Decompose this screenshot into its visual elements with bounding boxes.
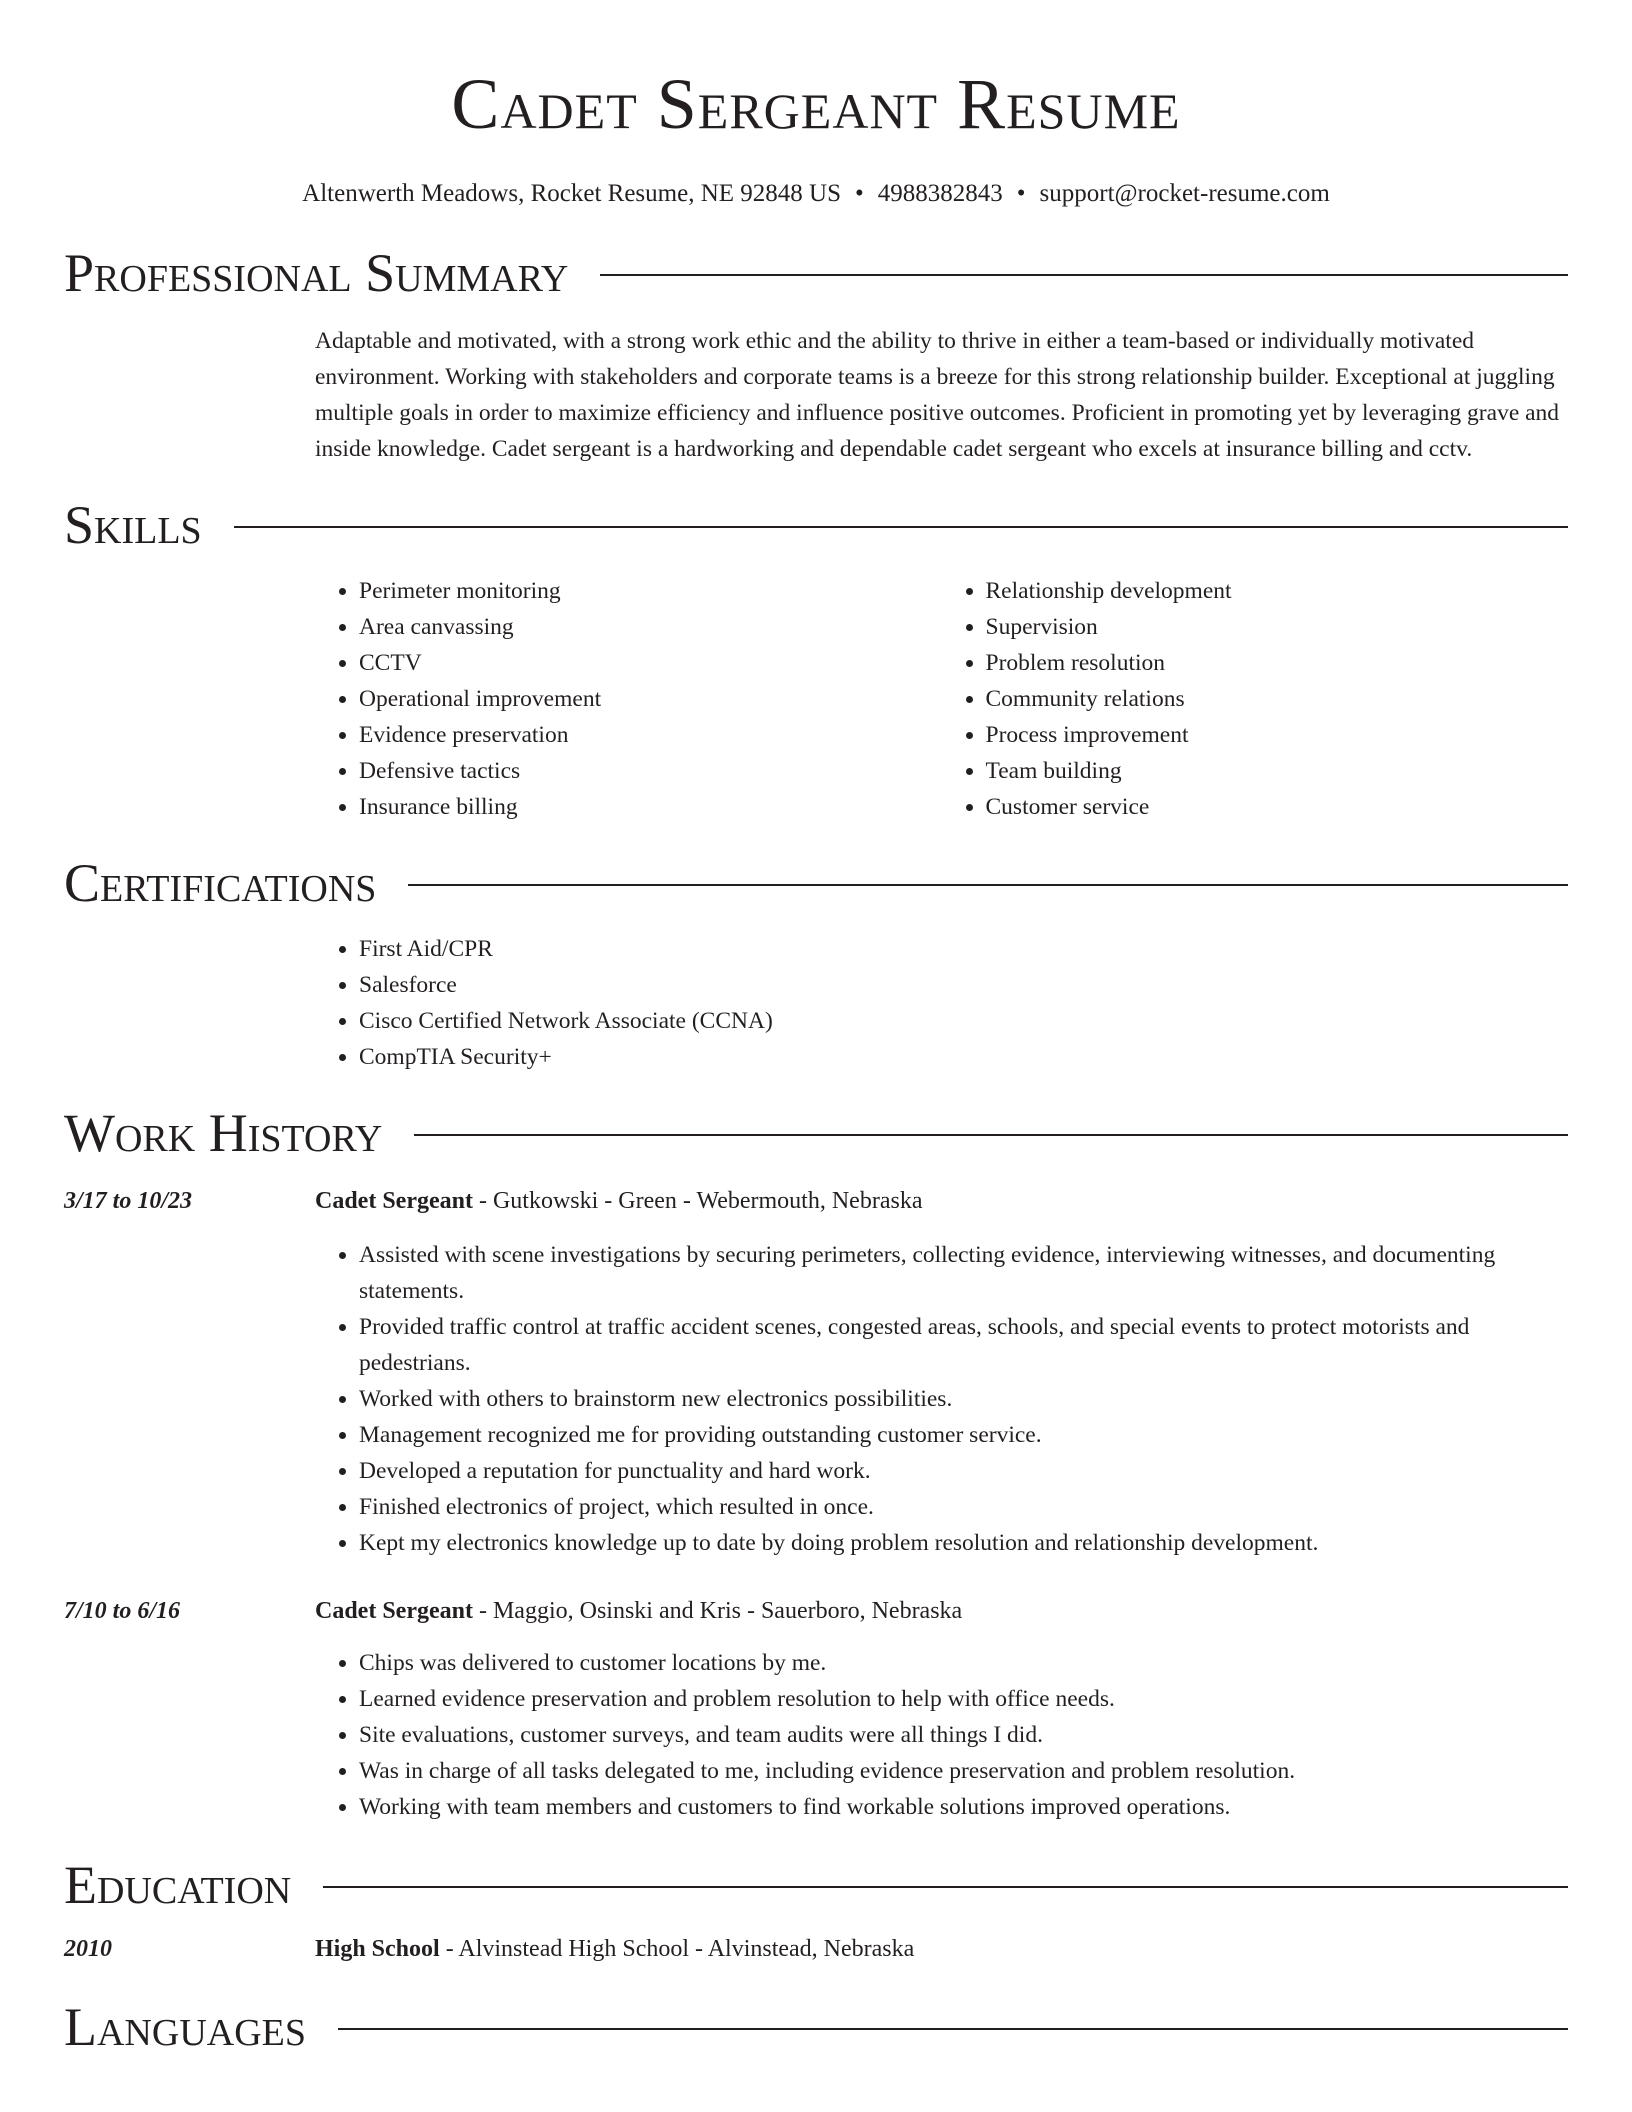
section-title-work: Work History xyxy=(64,1103,383,1163)
contact-line xyxy=(64,177,1568,211)
job-bullet: • Learned evidence preservation and problem resolution to help with office needs. xyxy=(359,1681,1568,1717)
job-company: - Maggio, Osinski and Kris - Sauerboro, Nebraska xyxy=(472,1598,963,1624)
job-bullet: • Site evaluations, customer surveys, and team audits were all things I did. xyxy=(359,1717,1568,1753)
section-work-header xyxy=(64,1101,1568,1165)
job-position: Cadet Sergeant xyxy=(315,1188,473,1214)
section-title-skills: Skills xyxy=(64,495,202,555)
skill-item: • Community relations xyxy=(986,681,1569,717)
skill-item: • Problem resolution xyxy=(986,645,1569,681)
section-divider xyxy=(338,2028,1568,2030)
certification-item: • CompTIA Security+ xyxy=(359,1039,1568,1075)
resume-name: Cadet Sergeant Resume xyxy=(451,64,1181,144)
skill-item: • Relationship development xyxy=(986,573,1569,609)
summary-text: Adaptable and motivated, with a strong work ethic and the ability to thrive in either a team-based or individually motivated environment. Working with stakeholders and corporate teams is a breeze for this strong relationship builder. Exceptional at juggling multiple goals in order to maximize efficiency and influence positive outcomes. Proficient in promoting yet by leveraging grave and inside knowledge. Cadet sergeant is a hardworking and dependable cadet sergeant who excels at insurance billing and cctv. xyxy=(315,328,1560,462)
certifications-list xyxy=(315,915,1568,1075)
job-bullets xyxy=(315,1629,1568,1825)
skill-item: • Evidence preservation xyxy=(359,717,942,753)
job-bullet: • Assisted with scene investigations by securing perimeters, collecting evidence, interviewing witnesses, and documenting statements. xyxy=(359,1237,1568,1309)
job-body xyxy=(315,1593,1568,1825)
skills-column-left xyxy=(315,573,942,825)
skill-item: • Customer service xyxy=(986,789,1569,825)
job-dates: 7/10 to 6/16 xyxy=(64,1598,181,1624)
job-bullet: • Finished electronics of project, which resulted in once. xyxy=(359,1489,1568,1525)
section-title-languages: Languages xyxy=(64,1997,306,2057)
job-entry xyxy=(64,1183,1568,1561)
job-bullet: • Was in charge of all tasks delegated to me, including evidence preservation and problem resolution. xyxy=(359,1753,1568,1789)
job-entry xyxy=(64,1593,1568,1825)
section-divider xyxy=(323,1886,1568,1888)
contact-email[interactable]: support@rocket-resume.com xyxy=(1039,180,1330,207)
education-entry xyxy=(64,1931,1568,1967)
job-dates: 3/17 to 10/23 xyxy=(64,1188,193,1214)
contact-phone: 4988382843 xyxy=(877,180,1003,207)
section-divider xyxy=(408,884,1568,886)
job-bullets xyxy=(315,1219,1568,1561)
job-position: Cadet Sergeant xyxy=(315,1598,473,1624)
job-bullet: • Kept my electronics knowledge up to date by doing problem resolution and relationship development. xyxy=(359,1525,1568,1561)
contact-separator: • xyxy=(854,180,864,207)
certification-item: • Salesforce xyxy=(359,967,1568,1003)
skill-item: • Supervision xyxy=(986,609,1569,645)
section-education-header xyxy=(64,1853,1568,1917)
skill-item: • CCTV xyxy=(359,645,942,681)
section-skills-header xyxy=(64,493,1568,557)
skill-item: • Defensive tactics xyxy=(359,753,942,789)
certifications-bullets xyxy=(315,931,1568,1075)
section-title-certifications: Certifications xyxy=(64,853,377,913)
education-body xyxy=(315,1931,1568,1967)
summary-content xyxy=(315,305,1568,467)
section-certifications-header xyxy=(64,851,1568,915)
job-company: - Gutkowski - Green - Webermouth, Nebraska xyxy=(472,1188,923,1214)
contact-separator: • xyxy=(1016,180,1026,207)
job-bullet: • Developed a reputation for punctuality and hard work. xyxy=(359,1453,1568,1489)
education-school: - Alvinstead High School - Alvinstead, Nebraska xyxy=(439,1936,915,1962)
contact-address: Altenwerth Meadows, Rocket Resume, NE 92848 US xyxy=(302,180,841,207)
section-title-summary: Professional Summary xyxy=(64,243,569,303)
section-summary-header xyxy=(64,241,1568,305)
skill-item: • Insurance billing xyxy=(359,789,942,825)
job-bullet: • Management recognized me for providing outstanding customer service. xyxy=(359,1417,1568,1453)
certification-item: • Cisco Certified Network Associate (CCNA) xyxy=(359,1003,1568,1039)
job-heading xyxy=(315,1183,1568,1219)
section-divider xyxy=(414,1134,1568,1136)
section-divider xyxy=(234,526,1568,528)
job-bullet: • Working with team members and customers to find workable solutions improved operations. xyxy=(359,1789,1568,1825)
skill-item: • Process improvement xyxy=(986,717,1569,753)
section-divider xyxy=(600,274,1568,276)
skills-column-right xyxy=(942,573,1569,825)
skill-item: • Team building xyxy=(986,753,1569,789)
education-year: 2010 xyxy=(64,1936,112,1962)
job-bullet: • Provided traffic control at traffic accident scenes, congested areas, schools, and special events to protect motorists and pedestrians. xyxy=(359,1309,1568,1381)
section-title-education: Education xyxy=(64,1855,292,1915)
resume-page xyxy=(64,0,1568,2059)
education-degree: High School xyxy=(315,1936,440,1962)
skill-item: • Perimeter monitoring xyxy=(359,573,942,609)
job-heading xyxy=(315,1593,1568,1629)
job-body xyxy=(315,1183,1568,1561)
job-bullet: • Worked with others to brainstorm new electronics possibilities. xyxy=(359,1381,1568,1417)
section-languages-header xyxy=(64,1995,1568,2059)
certification-item: • First Aid/CPR xyxy=(359,931,1568,967)
skills-list xyxy=(315,557,1568,825)
job-bullet: • Chips was delivered to customer locations by me. xyxy=(359,1645,1568,1681)
skill-item: • Area canvassing xyxy=(359,609,942,645)
skill-item: • Operational improvement xyxy=(359,681,942,717)
